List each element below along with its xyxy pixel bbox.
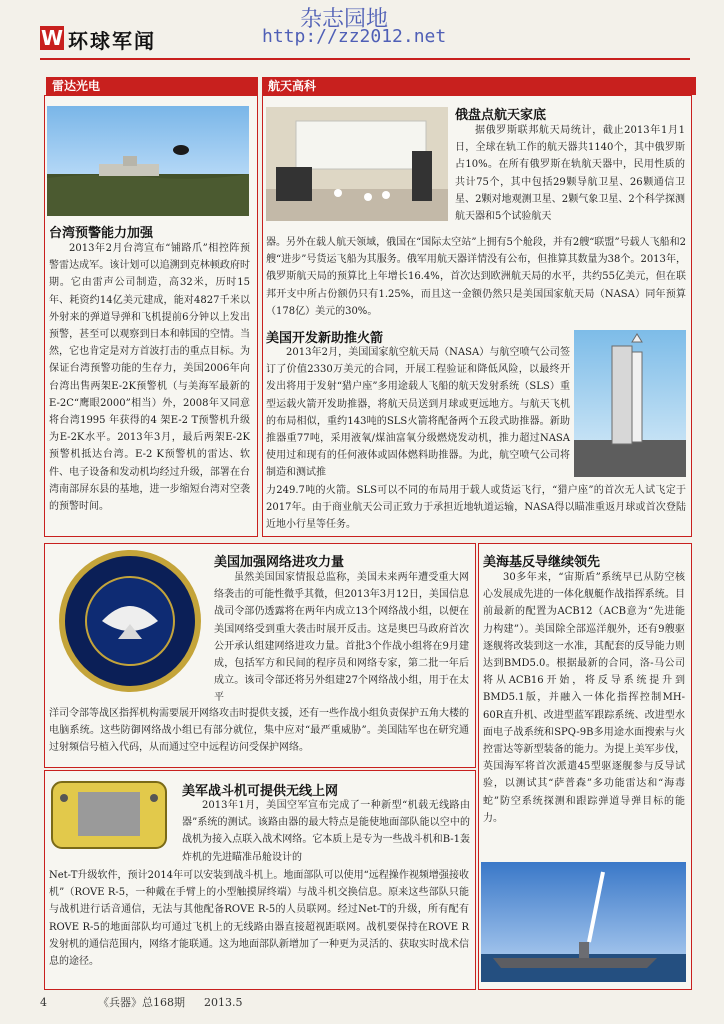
column-logo-letter: W — [40, 26, 64, 50]
issue-date: 2013.5 — [204, 996, 243, 1009]
rugged-tablet-icon — [46, 776, 172, 856]
column-logo-text: 环球军闻 — [68, 29, 156, 53]
issue-label: 《兵器》总168期 — [98, 996, 185, 1009]
page-number: 4 — [40, 996, 47, 1009]
watermark-url: http://zz2012.net — [262, 26, 447, 47]
cyber-body-top: 虽然美国国家情报总监称，美国未来两年遭受重大网络袭击的可能性微乎其微，但2013年3月12日，美国信息战司令部仍透露将在两年内成立13个网络战小组，以便在美国网络受到重大袭击时展开反击。这是奥巴马政府首次公开承认组建网络进攻力量。首批3个作战小组将在9月建成，包括军方和民间的程序员和网络专家，第二批一年后成立。该司令部还将另外组建27个网络战小组，用于在太平 — [214, 572, 469, 704]
navy-body: 30多年来，“宙斯盾”系统早已从防空核心发展成先进的一体化舰艇作战指挥系统。目前最新的配置为ACB12（ACB意为“先进能力构建”）。美国除全部巡洋舰外，还有9艘驱逐舰将改装到这一水准，其配套的反导能力则达到BMD5.0。根据最新的合同，洛-马公司将从ACB16开始，将反导系统提升到BMD5.1版，并融入一体化指挥控制MH-60R直升机、改进型蓝军跟踪系统、改进型水面电子战系统和SPQ-9B多用途水面搜索与火控雷达等新型装备的能力。为提上美军步伐，英国海军将首次派遣45型驱逐舰参与反导试验，以测试其“萨普森”多功能雷达和“海毒蛇”防空系统探测和跟踪弹道导弹目标的能力。 — [483, 572, 685, 824]
router-title: 美军战斗机可提供无线上网 — [182, 784, 339, 799]
spacecraft-lab-icon — [266, 107, 448, 221]
cyber-command-logo — [50, 546, 210, 696]
router-body-bottom: Net-T升级软件，预计2014年可以安装到战斗机上。地面部队可以使用“远程操作视频增强接收机”（ROVE R-5，一种戴在手臂上的小型触摸屏终端）与战斗机交换信息。原来这些部队只能与战机进行话音通信，无法与其他配备ROVE R-5的人员联网。经过Net-T的升级，所有配有ROVE R-5的地面部队均可通过飞机上的无线路由器直接超视距联网。战机要保持在ROVE R发射机的通信范围内，网络才能联通。这为地面部队新增加了一种更为灵活的、获取实时战术信息的途径。 — [49, 870, 469, 968]
cyber-body-bottom: 洋司令部等战区指挥机构需要展开网络攻击时提供支援，还有一些作战小组负责保护五角大楼的电脑系统。这些防御网络战小组已有部分就位，集中应对“最严重威胁”。美国陆军也在研究通过射频信号植入代码，从而通过空中远程访问受保护网络。 — [49, 708, 469, 754]
rove-device-photo — [46, 776, 172, 856]
cyber-command-seal-icon — [50, 546, 210, 696]
radar-scene-icon — [47, 106, 249, 216]
section-radar-label: 雷达光电 — [46, 77, 258, 95]
header-rule — [40, 58, 690, 60]
rocket-body-bottom: 力249.7吨的火箭。SLS可以不同的布局用于载人或货运飞行，“猎户座”的首次无人试飞定于2017年。由于商业航天公司正致力于承担近地轨道运输，NASA得以瞄准重返月球或首次登陆近地小行星等任务。 — [266, 485, 686, 531]
taiwan-body: 2013年2月台湾宣布“铺路爪”相控阵预警雷达成军。该计划可以追溯到克林顿政府时期。它由雷声公司制造，高32米，历时15年、耗资约14亿美元建成，能对4827千米以外射来的弹道导弹和飞机提前6分钟以上发出预警，甚至可以观察到日本和韩国的空情。当然，它也肯定是对方首波打击的重点目标。为保证台湾预警功能的生存力，美国2006年向台湾出售两架E-2K预警机（与美海军最新的E-2C“鹰眼2000”相当）外，2008年又同意将台湾1995 年获得的4 架E-2 T预警机升级为E-2K水平。2013年3月，最后两架E-2K预警机抵达台湾。E-2 K预警机的雷达、软件、电子设备和发动机均经过升级，部署在台湾南部屏东县的基地，进一步缩短台湾对空袭的预警时间。 — [49, 243, 250, 513]
radar-photo — [47, 106, 249, 216]
page-footer — [40, 994, 243, 1010]
rocket-launchpad-icon — [574, 330, 686, 477]
router-body-top: 2013年1月，美国空军宣布完成了一种新型“机载无线路由器”系统的测试。该路由器的最大特点是能使地面部队能以空中的战机为接入点联入战术网络。它本质上是专为一些战斗机和B-1轰炸机的先进瞄准吊舱设计的 — [182, 800, 470, 863]
rocket-body-top: 2013年2月，美国国家航空航天局（NASA）与航空喷气公司签订了价值2330万美元的合同，开展工程验证和降低风险，以最终开发出将用于发射“猎户座”多用途载人飞船的航天发射系统（SLS）重型运载火箭开发助推器，将航天员送到月球或更远地方。与航天飞机的布局相似，重约143吨的SLS火箭将配备两个五段式助推器。新助推器重77吨，采用液氧/煤油富氧分级燃烧发动机，推力超过NASA使用过和现有的任何液体或固体燃料助推器。为此，航空喷气公司将制造和测试推 — [266, 347, 570, 479]
rocket-title: 美国开发新助推火箭 — [266, 331, 384, 346]
section-space-label: 航天高科 — [262, 77, 696, 95]
space-photo — [266, 107, 448, 221]
rocket-photo — [574, 330, 686, 477]
page-header — [0, 0, 724, 72]
space-body-top: 据俄罗斯联邦航天局统计，截止2013年1月1日，全球在轨工作的航天器共1140个，其中俄罗斯占10%。在所有俄罗斯在轨航天器中，民用性质的共计75个，其中包括29颗导航卫星、26颗通信卫星、2颗对地观测卫星、2颗气象卫星、2个科学探测航天器和5个试验航天 — [455, 125, 685, 223]
taiwan-title: 台湾预警能力加强 — [49, 226, 154, 241]
cyber-title: 美国加强网络进攻力量 — [214, 555, 345, 570]
space-title: 俄盘点航天家底 — [455, 108, 547, 123]
space-body-bottom: 器。另外在载人航天领域，俄国在“国际太空站”上拥有5个舱段，并有2艘“联盟”号载人飞船和2艘“进步”号货运飞船为其服务。俄军用航天器详情没有公布，但推算其数量为38个。2013年，俄罗斯航天局的预算比上年增长16.4%，首次达到欧洲航天局的水平，共约55亿美元，但在联邦开支中所占份额仍只有1.25%，而且这一金额仍然只是美国国家航天局（NASA）同年预算（178亿）美元的30%。 — [266, 237, 686, 317]
missile-ship-icon — [481, 862, 686, 982]
watermark-title: 杂志园地 — [300, 7, 389, 32]
missile-launch-photo — [481, 862, 686, 982]
navy-title: 美海基反导继续领先 — [483, 555, 601, 570]
